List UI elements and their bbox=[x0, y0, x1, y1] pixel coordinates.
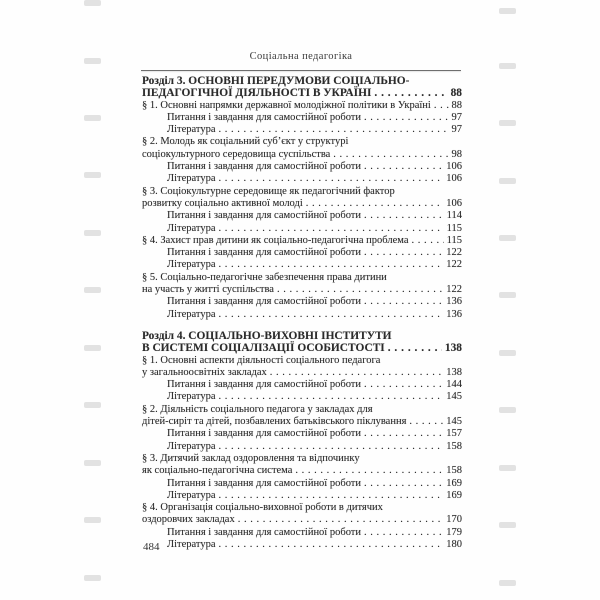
toc-page-number: 122 bbox=[446, 247, 462, 259]
toc-entry-title: Питання і завдання для самостійної роботи bbox=[167, 379, 362, 391]
toc-entry bbox=[142, 478, 462, 490]
toc-entry-title: § 3. Соціокультурне середовище як педагогічний фактор bbox=[142, 185, 395, 197]
scan-artifact bbox=[84, 172, 101, 178]
toc-entry-title: Питання і завдання для самостійної роботи bbox=[167, 296, 362, 308]
toc-entry bbox=[142, 330, 462, 355]
dot-leader bbox=[216, 259, 444, 271]
toc-entry-title: Розділ 4. СОЦІАЛЬНО-ВИХОВНІ ІНСТИТУТИ bbox=[142, 329, 392, 342]
toc-entry-line bbox=[142, 149, 462, 161]
toc-entry-line bbox=[142, 235, 462, 247]
scan-artifact bbox=[499, 178, 516, 184]
toc-entry bbox=[142, 441, 462, 453]
toc-page-number: 106 bbox=[446, 161, 462, 173]
toc-entry bbox=[142, 136, 462, 161]
dot-leader bbox=[216, 309, 444, 321]
toc-entry-line bbox=[142, 173, 462, 185]
toc-entry-title: Література bbox=[167, 259, 216, 271]
toc-entry-line bbox=[142, 210, 462, 222]
scan-artifact bbox=[84, 230, 101, 236]
toc-entry-title: § 2. Діяльність соціального педагога у закладах для bbox=[142, 403, 373, 415]
scan-artifact bbox=[499, 580, 516, 586]
toc-entry-title: Література bbox=[167, 391, 216, 403]
toc-page-number: 106 bbox=[446, 173, 462, 185]
toc-page-number: 169 bbox=[446, 489, 462, 501]
toc-entry-line bbox=[142, 490, 462, 502]
toc-entry-title: Література bbox=[167, 124, 216, 136]
toc-page-number: 145 bbox=[446, 416, 462, 428]
dot-leader bbox=[361, 478, 443, 490]
toc-entry bbox=[142, 100, 462, 112]
dot-leader bbox=[303, 198, 443, 210]
toc-page-number: 88 bbox=[450, 87, 462, 100]
dot-leader bbox=[274, 284, 443, 296]
scan-artifact bbox=[84, 402, 101, 408]
toc-entry bbox=[142, 161, 462, 173]
dot-leader bbox=[216, 539, 444, 551]
toc-page-number: 169 bbox=[446, 477, 462, 489]
toc-page-number: 106 bbox=[446, 197, 462, 209]
dot-leader bbox=[216, 490, 444, 502]
toc-entry-title: ПЕДАГОГІЧНОЇ ДІЯЛЬНОСТІ В УКРАЇНІ bbox=[142, 87, 372, 100]
toc-page-number: 97 bbox=[451, 124, 462, 136]
toc-page-number: 115 bbox=[446, 222, 462, 234]
running-header: Соціальна педагогіка bbox=[249, 51, 353, 62]
toc-entry-line bbox=[142, 367, 462, 379]
toc-page-number: 98 bbox=[451, 148, 462, 160]
dot-leader bbox=[361, 161, 443, 173]
toc-entry-title: як соціально-педагогічна система bbox=[142, 465, 293, 477]
toc-page-number: 170 bbox=[446, 514, 462, 526]
dot-leader bbox=[409, 235, 444, 247]
toc-entry bbox=[142, 527, 462, 539]
toc-entry bbox=[142, 428, 462, 440]
toc-page-number: 144 bbox=[446, 379, 462, 391]
toc-page-number: 157 bbox=[446, 428, 462, 440]
toc-page-number: 180 bbox=[446, 538, 462, 550]
toc-entry bbox=[142, 404, 462, 429]
toc-entry-title: розвитку соціально активної молоді bbox=[142, 197, 303, 209]
dot-leader bbox=[361, 247, 443, 259]
toc-entry-title: Література bbox=[167, 222, 216, 234]
toc-entry-line bbox=[142, 330, 462, 342]
toc-entry-line bbox=[142, 259, 462, 271]
toc-entry bbox=[142, 453, 462, 478]
scan-artifact bbox=[84, 345, 101, 351]
toc-entry bbox=[142, 75, 462, 100]
toc-entry bbox=[142, 355, 462, 380]
toc-entry-line bbox=[142, 100, 462, 112]
scan-artifact bbox=[499, 292, 516, 298]
toc-entry-line bbox=[142, 539, 462, 551]
toc-entry-line bbox=[142, 296, 462, 308]
toc-entry-line bbox=[142, 112, 462, 124]
toc-page-number: 122 bbox=[446, 284, 462, 296]
toc-entry-line bbox=[142, 416, 462, 428]
toc-entry bbox=[142, 247, 462, 259]
scan-artifact bbox=[84, 460, 101, 466]
dot-leader bbox=[431, 100, 449, 112]
toc-entry-title: Питання і завдання для самостійної роботи bbox=[167, 111, 362, 123]
toc-entry-line bbox=[142, 453, 462, 465]
toc-entry-line bbox=[142, 391, 462, 403]
toc-entry-line bbox=[142, 198, 462, 210]
toc-page-number: 136 bbox=[446, 308, 462, 320]
header-rule bbox=[141, 70, 461, 71]
toc-entry-title: § 1. Основні аспекти діяльності соціального педагога bbox=[142, 354, 381, 366]
scan-artifact bbox=[84, 575, 101, 581]
scan-artifact bbox=[499, 522, 516, 528]
toc-entry-title: Література bbox=[167, 489, 216, 501]
toc-entry-line bbox=[142, 527, 462, 539]
toc-entry-title: оздоровчих закладах bbox=[142, 514, 235, 526]
toc-entry-line bbox=[142, 272, 462, 284]
toc-entry-line bbox=[142, 465, 462, 477]
dot-leader bbox=[330, 149, 448, 161]
dot-leader bbox=[406, 416, 443, 428]
toc-entry-line bbox=[142, 404, 462, 416]
scan-artifact bbox=[499, 465, 516, 471]
toc-entry-title: Розділ 3. ОСНОВНІ ПЕРЕДУМОВИ СОЦІАЛЬНО- bbox=[142, 75, 410, 87]
toc-entry-line bbox=[142, 428, 462, 440]
toc-entry-title: Питання і завдання для самостійної роботи bbox=[167, 428, 362, 440]
toc-entry-title: Питання і завдання для самостійної роботи bbox=[167, 526, 362, 538]
toc-entry-line bbox=[142, 124, 462, 136]
toc-page-number: 179 bbox=[446, 526, 462, 538]
toc-entry-title: § 2. Молодь як соціальний суб’єкт у структурі bbox=[142, 136, 349, 148]
toc-entry bbox=[142, 235, 462, 247]
toc-entry-line bbox=[142, 87, 462, 99]
dot-leader bbox=[216, 124, 449, 136]
dot-leader bbox=[361, 112, 448, 124]
toc-entry-title: на участь у житті суспільства bbox=[142, 284, 274, 296]
toc-page-number: 122 bbox=[446, 259, 462, 271]
toc-entry-line bbox=[142, 514, 462, 526]
toc-entry-line bbox=[142, 247, 462, 259]
toc-entry-line bbox=[142, 223, 462, 235]
toc-entry-title: Питання і завдання для самостійної роботи bbox=[167, 161, 362, 173]
toc-entry bbox=[142, 272, 462, 297]
toc-entry bbox=[142, 490, 462, 502]
dot-leader bbox=[267, 367, 444, 379]
dot-leader bbox=[361, 379, 443, 391]
toc-entry-title: § 1. Основні напрямки державної молодіжної політики в Україні bbox=[142, 99, 431, 111]
toc-entry-title: Література bbox=[167, 538, 216, 550]
toc-page-number: 136 bbox=[446, 296, 462, 308]
scan-artifact bbox=[84, 517, 101, 523]
toc-page-number: 158 bbox=[446, 465, 462, 477]
toc-entry-line bbox=[142, 75, 462, 87]
toc-entry-line bbox=[142, 502, 462, 514]
toc-entry-title: § 5. Соціально-педагогічне забезпечення права дитини bbox=[142, 271, 387, 283]
dot-leader bbox=[385, 342, 442, 354]
scan-artifact bbox=[84, 287, 101, 293]
scan-artifact bbox=[499, 8, 516, 14]
toc-page-number: 97 bbox=[451, 111, 462, 123]
toc-list bbox=[142, 75, 462, 551]
dot-leader bbox=[216, 391, 444, 403]
toc-entry-title: Питання і завдання для самостійної роботи bbox=[167, 247, 362, 259]
toc-entry-title: Література bbox=[167, 440, 216, 452]
dot-leader bbox=[235, 514, 444, 526]
toc-entry bbox=[142, 186, 462, 211]
toc-entry bbox=[142, 502, 462, 527]
scan-artifact bbox=[499, 120, 516, 126]
dot-leader bbox=[361, 296, 443, 308]
toc-entry-line bbox=[142, 186, 462, 198]
footer-page-number: 484 bbox=[143, 541, 160, 553]
dot-leader bbox=[216, 223, 444, 235]
scan-artifact bbox=[84, 58, 101, 64]
toc-entry-line bbox=[142, 342, 462, 354]
scan-artifact bbox=[499, 63, 516, 69]
scan-artifact bbox=[499, 235, 516, 241]
toc-page-number: 158 bbox=[446, 440, 462, 452]
toc-entry bbox=[142, 210, 462, 222]
toc-entry bbox=[142, 379, 462, 391]
toc-entry-title: Література bbox=[167, 173, 216, 185]
toc-entry-title: у загальноосвітніх закладах bbox=[142, 366, 267, 378]
dot-leader bbox=[371, 87, 447, 99]
toc-entry bbox=[142, 259, 462, 271]
dot-leader bbox=[361, 428, 443, 440]
toc-entry-line bbox=[142, 309, 462, 321]
toc-page-number: 145 bbox=[446, 391, 462, 403]
toc-entry bbox=[142, 391, 462, 403]
toc-entry-line bbox=[142, 284, 462, 296]
toc-page-number: 138 bbox=[444, 342, 462, 355]
toc-entry-line bbox=[142, 478, 462, 490]
dot-leader bbox=[361, 527, 443, 539]
toc-entry bbox=[142, 223, 462, 235]
toc-entry bbox=[142, 309, 462, 321]
dot-leader bbox=[292, 465, 443, 477]
toc-entry-title: § 3. Дитячий заклад оздоровлення та відпочинку bbox=[142, 452, 360, 464]
toc-entry-title: Література bbox=[167, 308, 216, 320]
toc-entry-title: В СИСТЕМІ СОЦІАЛІЗАЦІЇ ОСОБИСТОСТІ bbox=[142, 342, 385, 355]
toc-page-number: 115 bbox=[446, 234, 462, 246]
dot-leader bbox=[361, 210, 444, 222]
toc-entry-line bbox=[142, 379, 462, 391]
toc-entry-line bbox=[142, 161, 462, 173]
toc-entry bbox=[142, 112, 462, 124]
scan-artifact bbox=[84, 0, 101, 6]
toc-entry-title: § 4. Організація соціально-виховної роботи в дитячих bbox=[142, 502, 383, 514]
toc-entry bbox=[142, 173, 462, 185]
scan-artifact bbox=[84, 115, 101, 121]
dot-leader bbox=[216, 173, 444, 185]
toc-entry-title: соціокультурного середовища суспільства bbox=[142, 148, 331, 160]
toc-entry-title: дітей-сиріт та дітей, позбавлених батьківського піклування bbox=[142, 416, 407, 428]
toc-page-number: 88 bbox=[451, 99, 462, 111]
toc-entry bbox=[142, 539, 462, 551]
toc-entry-title: Питання і завдання для самостійної роботи bbox=[167, 210, 362, 222]
scan-artifact bbox=[499, 407, 516, 413]
toc-entry-title: § 4. Захист прав дитини як соціально-педагогічна проблема bbox=[142, 234, 409, 246]
toc-entry bbox=[142, 296, 462, 308]
toc-entry-line bbox=[142, 355, 462, 367]
scan-artifact bbox=[499, 350, 516, 356]
toc-entry-title: Питання і завдання для самостійної роботи bbox=[167, 477, 362, 489]
dot-leader bbox=[216, 441, 444, 453]
toc-entry bbox=[142, 124, 462, 136]
toc-entry-line bbox=[142, 441, 462, 453]
toc-page-number: 138 bbox=[446, 366, 462, 378]
toc-page-number: 114 bbox=[446, 210, 462, 222]
toc-entry-line bbox=[142, 136, 462, 148]
